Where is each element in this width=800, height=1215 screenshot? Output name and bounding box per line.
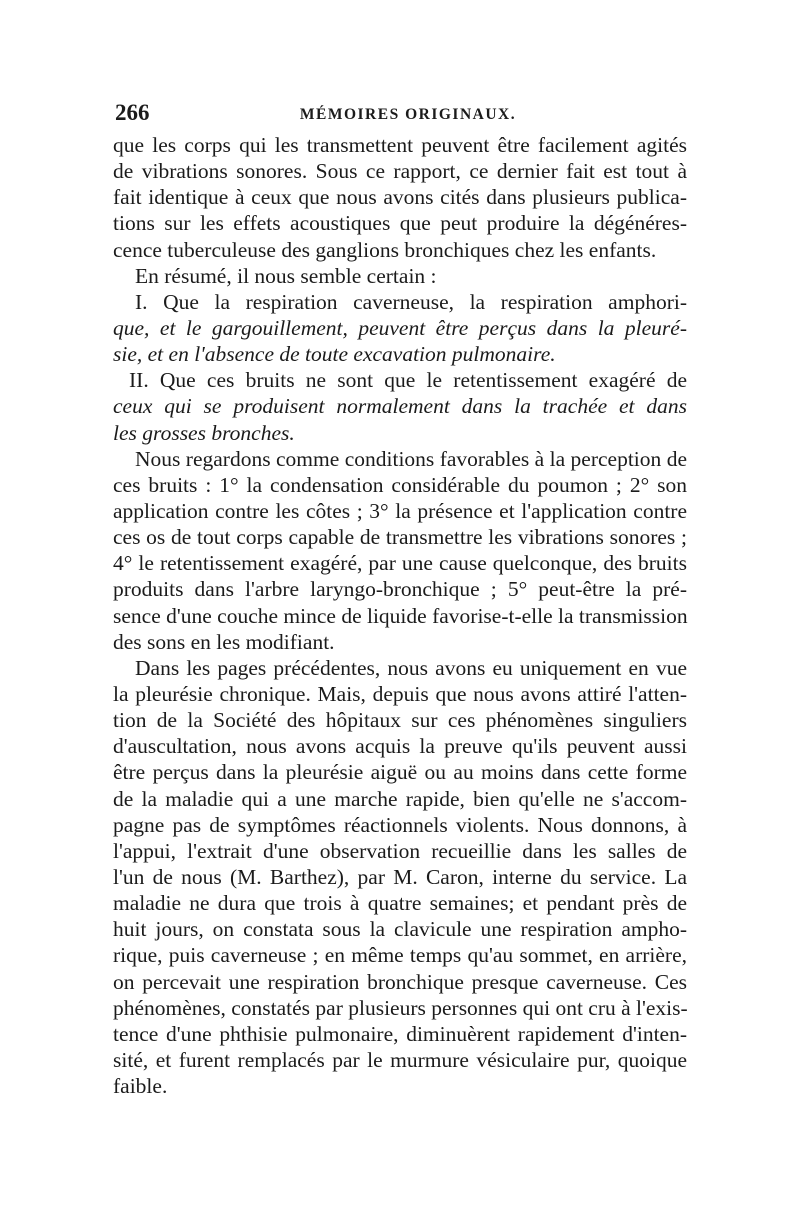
text-line: être perçus dans la pleurésie aiguë ou au moins dans cette forme <box>113 760 687 785</box>
text-line: sence d'une couche mince de liquide favorise-t-elle la transmission <box>113 603 688 628</box>
text-line: la pleurésie chronique. Mais, depuis que nous avons attiré l'atten- <box>113 681 687 706</box>
text-line: 4° le retentissement exagéré, par une cause quelconque, des bruits <box>113 551 687 576</box>
text-line: pagne pas de symptômes réactionnels violents. Nous donnons, à <box>113 812 687 837</box>
text-line: Nous regardons comme conditions favorables à la perception de <box>135 446 687 471</box>
text-line: d'auscultation, nous avons acquis la preuve qu'ils peuvent aussi <box>113 734 687 759</box>
text-line: de la maladie qui a une marche rapide, bien qu'elle ne s'accom- <box>113 786 687 811</box>
text-line: l'appui, l'extrait d'une observation recueillie dans les salles de <box>113 838 687 863</box>
text-line: que, et le gargouillement, peuvent être perçus dans la pleuré- <box>113 315 687 340</box>
text-line: on percevait une respiration bronchique presque caverneuse. Ces <box>113 969 687 994</box>
text-line: sité, et furent remplacés par le murmure vésiculaire pur, quoique <box>113 1047 687 1072</box>
text-line: maladie ne dura que trois à quatre semaines; et pendant près de <box>113 891 687 916</box>
text-line: ces bruits : 1° la condensation considérable du poumon ; 2° son <box>113 472 687 497</box>
text-line: l'un de nous (M. Barthez), par M. Caron, interne du service. La <box>113 864 687 889</box>
text-line: tence d'une phthisie pulmonaire, diminuèrent rapidement d'inten- <box>113 1021 687 1046</box>
text-line: tions sur les effets acoustiques que peut produire la dégénéres- <box>113 211 687 236</box>
text-line: les grosses bronches. <box>113 420 295 445</box>
text-line: rique, puis caverneuse ; en même temps qu'au sommet, en arrière, <box>113 943 687 968</box>
text-line: produits dans l'arbre laryngo-bronchique ; 5° peut-être la pré- <box>113 577 687 602</box>
text-line: En résumé, il nous semble certain : <box>135 263 437 288</box>
running-title: MÉMOIRES ORIGINAUX. <box>299 106 517 123</box>
page-number: 266 <box>115 100 150 125</box>
page-header <box>113 98 703 128</box>
body-text <box>113 132 687 1099</box>
text-line: de vibrations sonores. Sous ce rapport, ce dernier fait est tout à <box>113 159 687 184</box>
text-line: que les corps qui les transmettent peuvent être facilement agités <box>113 133 687 157</box>
text-line: sie, et en l'absence de toute excavation pulmonaire. <box>113 342 556 367</box>
text-line: faible. <box>113 1074 168 1099</box>
text-line: huit jours, on constata sous la clavicule une respiration ampho- <box>113 917 687 942</box>
text-line: tion de la Société des hôpitaux sur ces phénomènes singuliers <box>113 708 687 733</box>
text-line: I. Que la respiration caverneuse, la respiration amphori- <box>135 289 687 314</box>
text-line: ces os de tout corps capable de transmettre les vibrations sonores ; <box>113 525 687 550</box>
text-line: fait identique à ceux que nous avons cités dans plusieurs publica- <box>113 185 687 210</box>
text-line: des sons en les modifiant. <box>113 629 335 654</box>
text-line: Dans les pages précédentes, nous avons eu uniquement en vue <box>135 655 687 680</box>
text-line: application contre les côtes ; 3° la présence et l'application contre <box>113 498 687 523</box>
text-line: II. Que ces bruits ne sont que le retentissement exagéré de <box>129 368 687 393</box>
text-line: ceux qui se produisent normalement dans la trachée et dans <box>113 394 687 419</box>
text-line: cence tuberculeuse des ganglions bronchiques chez les enfants. <box>113 237 657 262</box>
text-line: phénomènes, constatés par plusieurs personnes qui ont cru à l'exis- <box>113 995 688 1020</box>
